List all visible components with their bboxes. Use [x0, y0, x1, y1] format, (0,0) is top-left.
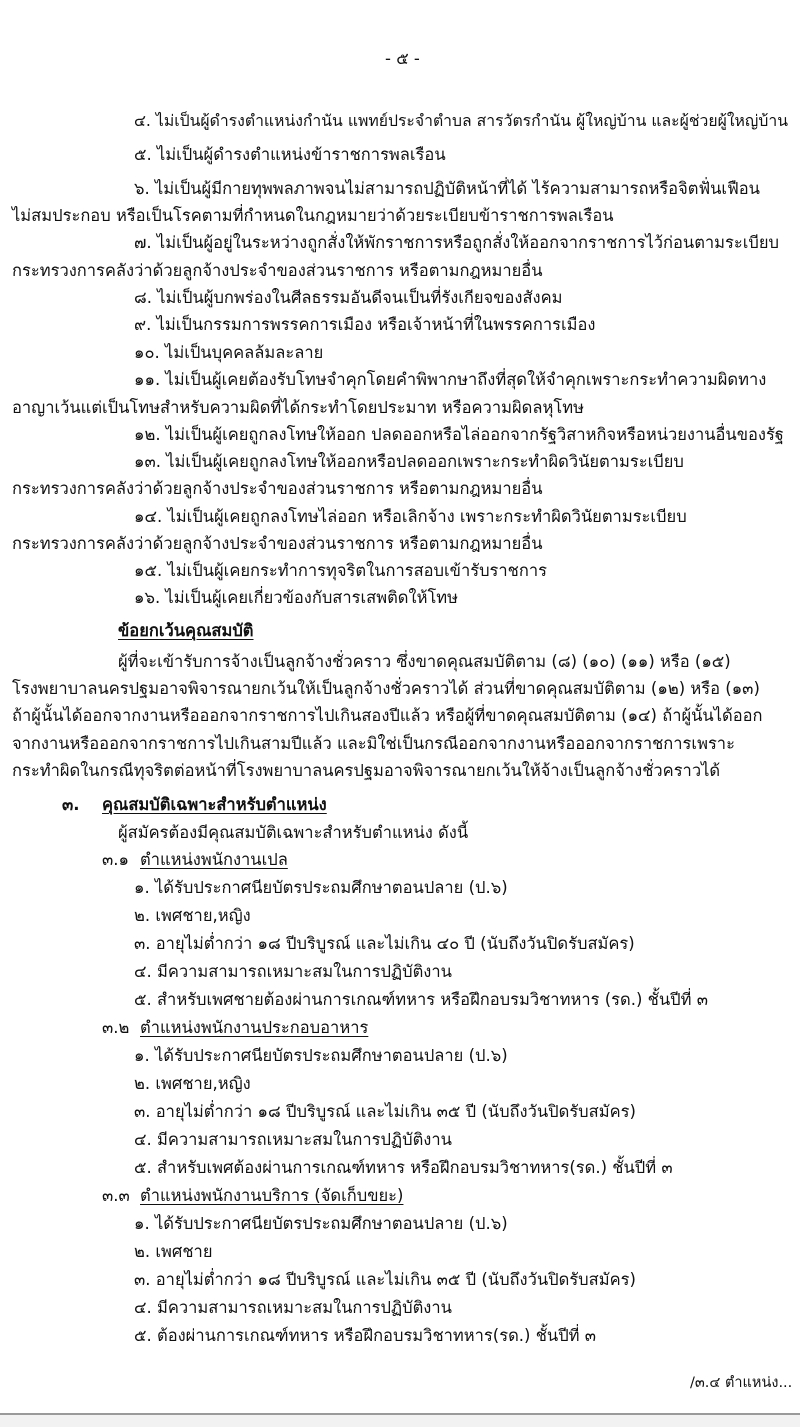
position-3-req-3: ๓. อายุไม่ต่ำกว่า ๑๘ ปีบริบูรณ์ และไม่เกิน ๓๕ ปี (นับถึงวันปิดรับสมัคร)	[134, 1270, 636, 1289]
item-7-line-2: กระทรวงการคลังว่าด้วยลูกจ้างประจำของส่วนราชการ หรือตามกฎหมายอื่น	[12, 261, 543, 280]
position-3-req-1: ๑. ได้รับประกาศนียบัตรประถมศึกษาตอนปลาย (ป.๖)	[134, 1214, 508, 1233]
continuation-note: /๓.๔ ตำแหน่ง...	[690, 1375, 793, 1391]
section-3-heading: คุณสมบัติเฉพาะสำหรับตำแหน่ง	[102, 795, 327, 814]
position-3-req-4: ๔. มีความสามารถเหมาะสมในการปฏิบัติงาน	[134, 1298, 452, 1317]
item-12: ๑๒. ไม่เป็นผู้เคยถูกลงโทษให้ออก ปลดออกหรือไล่ออกจากรัฐวิสาหกิจหรือหน่วยงานอื่นของรัฐ	[134, 425, 784, 444]
position-2-title: ตำแหน่งพนักงานประกอบอาหาร	[140, 1018, 369, 1037]
exception-line-5: กระทำผิดในกรณีทุจริตต่อหน้าที่โรงพยาบาลนครปฐมอาจพิจารณายกเว้นให้จ้างเป็นลูกจ้างชั่วคราวได้	[12, 761, 721, 780]
item-8: ๘. ไม่เป็นผู้บกพร่องในศีลธรรมอันดีจนเป็นที่รังเกียจของสังคม	[134, 288, 563, 307]
item-14-line-2: กระทรวงการคลังว่าด้วยลูกจ้างประจำของส่วนราชการ หรือตามกฎหมายอื่น	[12, 534, 543, 553]
position-2-req-3: ๓. อายุไม่ต่ำกว่า ๑๘ ปีบริบูรณ์ และไม่เกิน ๓๕ ปี (นับถึงวันปิดรับสมัคร)	[134, 1102, 636, 1121]
item-11-line-1: ๑๑. ไม่เป็นผู้เคยต้องรับโทษจำคุกโดยคำพิพากษาถึงที่สุดให้จำคุกเพราะกระทำความผิดทาง	[134, 370, 767, 389]
item-7-line-1: ๗. ไม่เป็นผู้อยู่ในระหว่างถูกสั่งให้พักราชการหรือถูกสั่งให้ออกจากราชการไว้ก่อนตามระเบียบ	[134, 233, 780, 252]
position-2-number: ๓.๒	[102, 1018, 130, 1037]
position-1-title: ตำแหน่งพนักงานเปล	[140, 850, 288, 869]
item-5: ๕. ไม่เป็นผู้ดำรงตำแหน่งข้าราชการพลเรือน	[134, 145, 446, 164]
item-6-line-1: ๖. ไม่เป็นผู้มีกายทุพพลภาพจนไม่สามารถปฏิบัติหน้าที่ได้ ไร้ความสามารถหรือจิตฟั่นเฟือน	[134, 179, 760, 198]
exception-line-1: ผู้ที่จะเข้ารับการจ้างเป็นลูกจ้างชั่วคราว ซึ่งขาดคุณสมบัติตาม (๘) (๑๐) (๑๑) หรือ (๑๕)	[118, 652, 731, 671]
item-13-line-1: ๑๓. ไม่เป็นผู้เคยถูกลงโทษให้ออกหรือปลดออกเพราะกระทำผิดวินัยตามระเบียบ	[134, 452, 684, 471]
position-1-req-3: ๓. อายุไม่ต่ำกว่า ๑๘ ปีบริบูรณ์ และไม่เกิน ๔๐ ปี (นับถึงวันปิดรับสมัคร)	[134, 934, 635, 953]
exception-line-4: จากงานหรือออกจากราชการไปเกินสามปีแล้ว และมิใช่เป็นกรณีออกจากงานหรือออกจากราชการเพราะ	[12, 734, 735, 753]
position-1-req-1: ๑. ได้รับประกาศนียบัตรประถมศึกษาตอนปลาย (ป.๖)	[134, 878, 508, 897]
position-1-req-5: ๕. สำหรับเพศชายต้องผ่านการเกณฑ์ทหาร หรือฝึกอบรมวิชาทหาร (รด.) ชั้นปีที่ ๓	[134, 990, 708, 1009]
position-3-req-2: ๒. เพศชาย	[134, 1242, 213, 1261]
position-1-number: ๓.๑	[102, 850, 129, 869]
position-2-req-2: ๒. เพศชาย,หญิง	[134, 1074, 251, 1093]
position-2-req-5: ๕. สำหรับเพศต้องผ่านการเกณฑ์ทหาร หรือฝึกอบรมวิชาทหาร(รด.) ชั้นปีที่ ๓	[134, 1158, 673, 1177]
item-9: ๙. ไม่เป็นกรรมการพรรคการเมือง หรือเจ้าหน้าที่ในพรรคการเมือง	[134, 315, 596, 334]
item-15: ๑๕. ไม่เป็นผู้เคยกระทำการทุจริตในการสอบเข้ารับราชการ	[134, 561, 547, 580]
position-2-req-1: ๑. ได้รับประกาศนียบัตรประถมศึกษาตอนปลาย (ป.๖)	[134, 1046, 508, 1065]
item-10: ๑๐. ไม่เป็นบุคคลล้มละลาย	[134, 343, 324, 362]
position-3-req-5: ๕. ต้องผ่านการเกณฑ์ทหาร หรือฝึกอบรมวิชาทหาร(รด.) ชั้นปีที่ ๓	[134, 1326, 597, 1345]
section-3-intro: ผู้สมัครต้องมีคุณสมบัติเฉพาะสำหรับตำแหน่ง ดังนี้	[118, 823, 469, 842]
exception-line-2: โรงพยาบาลนครปฐมอาจพิจารณายกเว้นให้เป็นลูกจ้างชั่วคราวได้ ส่วนที่ขาดคุณสมบัติตาม (๑๒) หรือ (๑๓)	[12, 679, 760, 698]
item-14-line-1: ๑๔. ไม่เป็นผู้เคยถูกลงโทษไล่ออก หรือเลิกจ้าง เพราะกระทำผิดวินัยตามระเบียบ	[134, 507, 687, 526]
position-2-req-4: ๔. มีความสามารถเหมาะสมในการปฏิบัติงาน	[134, 1130, 452, 1149]
item-16: ๑๖. ไม่เป็นผู้เคยเกี่ยวข้องกับสารเสพติดให้โทษ	[134, 588, 459, 607]
position-1-req-2: ๒. เพศชาย,หญิง	[134, 906, 251, 925]
section-3-number: ๓.	[62, 795, 80, 814]
position-1-req-4: ๔. มีความสามารถเหมาะสมในการปฏิบัติงาน	[134, 962, 452, 981]
item-6-line-2: ไม่สมประกอบ หรือเป็นโรคตามที่กำหนดในกฎหมายว่าด้วยระเบียบข้าราชการพลเรือน	[12, 206, 614, 225]
item-11-line-2: อาญาเว้นแต่เป็นโทษสำหรับความผิดที่ได้กระทำโดยประมาท หรือความผิดลหุโทษ	[12, 398, 584, 417]
exception-line-3: ถ้าผู้นั้นได้ออกจากงานหรือออกจากราชการไปเกินสองปีแล้ว หรือผู้ที่ขาดคุณสมบัติตาม (๑๔) ถ้าผู้นั้นได้ออก	[12, 706, 763, 725]
item-4: ๔. ไม่เป็นผู้ดำรงตำแหน่งกำนัน แพทย์ประจำตำบล สารวัตรกำนัน ผู้ใหญ่บ้าน และผู้ช่วยผู้ใหญ่บ้าน	[134, 111, 788, 130]
item-13-line-2: กระทรวงการคลังว่าด้วยลูกจ้างประจำของส่วนราชการ หรือตามกฎหมายอื่น	[12, 479, 543, 498]
position-3-title: ตำแหน่งพนักงานบริการ (จัดเก็บขยะ)	[140, 1186, 404, 1205]
page-number: - ๕ -	[385, 49, 420, 68]
position-3-number: ๓.๓	[102, 1186, 130, 1205]
exception-heading: ข้อยกเว้นคุณสมบัติ	[118, 621, 254, 640]
